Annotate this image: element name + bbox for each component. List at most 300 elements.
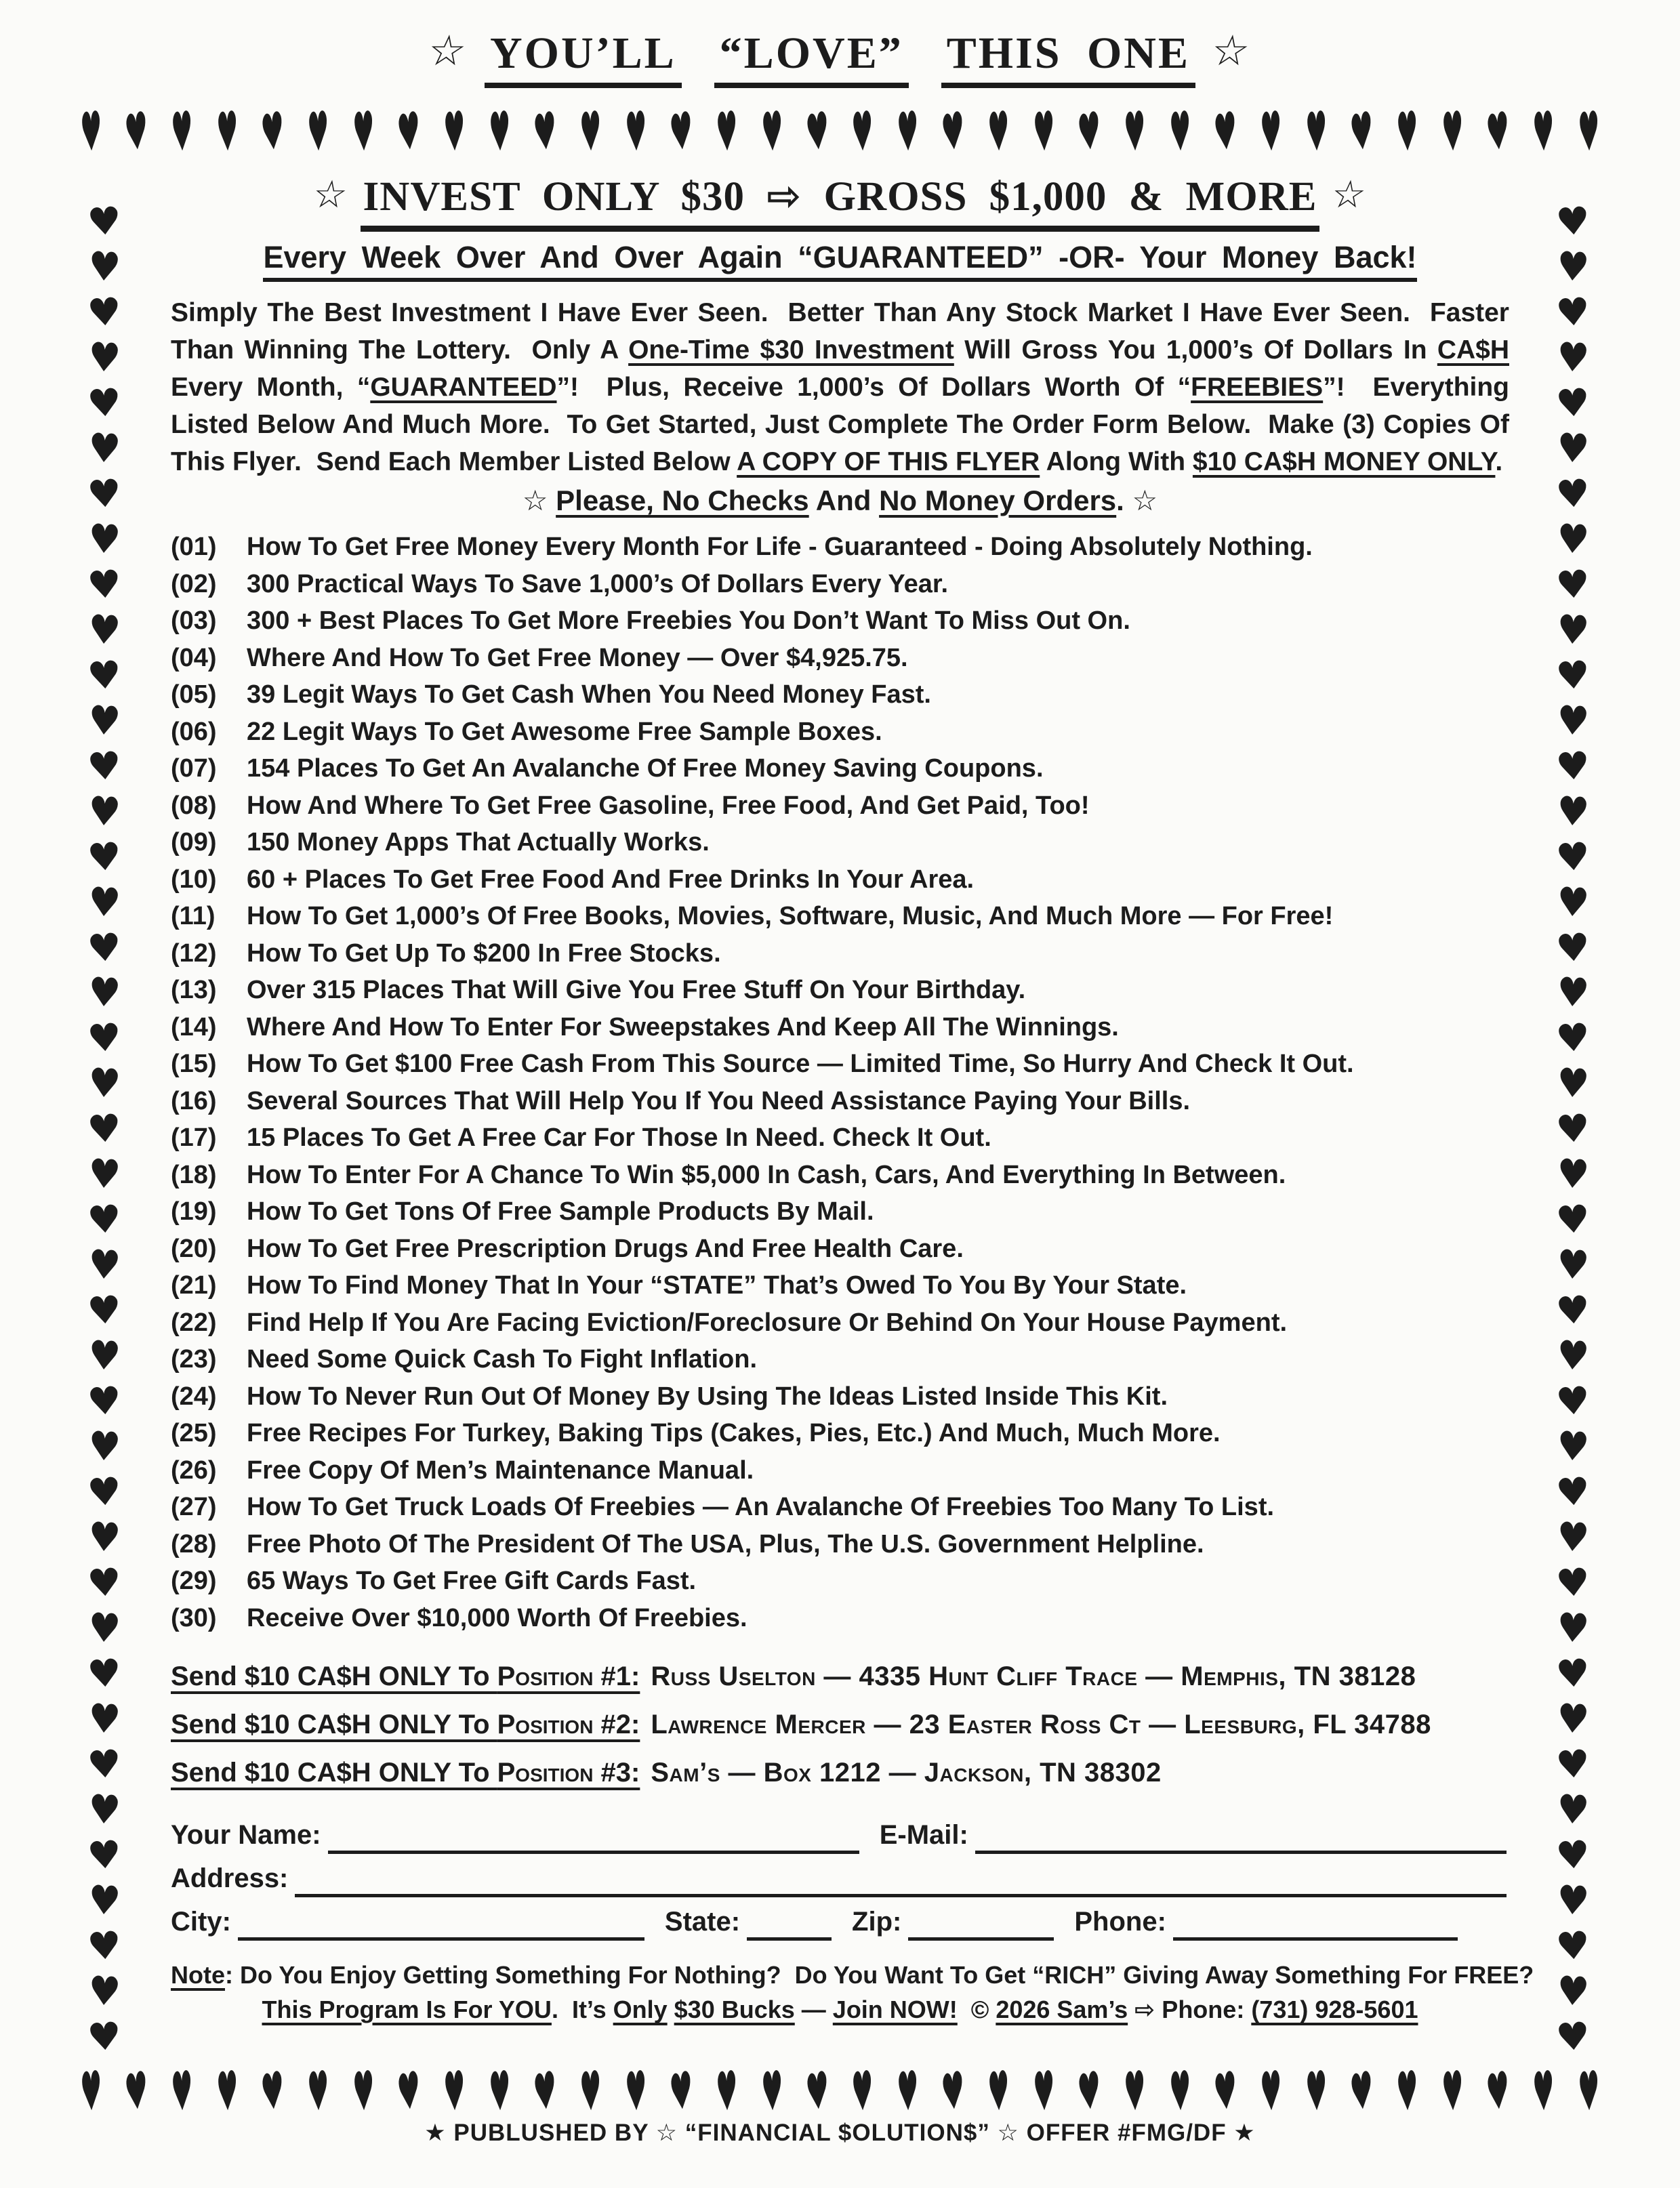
item-text: Where And How To Enter For Sweepstakes And Keep All The Winnings. xyxy=(247,1012,1119,1041)
heart-icon: ♥ xyxy=(87,1605,122,1653)
heart-icon: ♥ xyxy=(1554,653,1592,699)
item-number: (29) xyxy=(171,1567,217,1595)
text-run: . xyxy=(1495,447,1503,476)
item-text: Over 315 Places That Will Give You Free Stuff On Your Birthday. xyxy=(247,976,1026,1004)
item-number: (03) xyxy=(171,606,217,635)
heart-icon: ♥ xyxy=(1555,1332,1591,1381)
heart-icon: ♥ xyxy=(85,199,123,245)
heart-icon: ♥ xyxy=(851,99,875,165)
heart-icon: ♥ xyxy=(85,924,123,972)
heart-icon: ♥ xyxy=(1555,1876,1591,1925)
item-text: How To Get Up To $200 In Free Stocks. xyxy=(247,938,721,968)
heart-icon: ♥ xyxy=(939,2059,967,2124)
heart-icon: ♥ xyxy=(1348,100,1376,165)
heart-icon: ♥ xyxy=(1554,471,1592,518)
heart-icon: ♥ xyxy=(395,2059,423,2124)
list-item xyxy=(171,1046,1509,1083)
heart-icon: ♥ xyxy=(1212,2059,1239,2124)
heart-icon: ♥ xyxy=(85,1287,123,1334)
heart-icon: ♥ xyxy=(1075,2059,1103,2124)
list-item xyxy=(171,640,1509,677)
heart-icon: ♥ xyxy=(1554,1923,1592,1970)
heart-icon: ♥ xyxy=(87,1151,122,1199)
underlined-text: Note xyxy=(171,1961,225,1989)
list-item xyxy=(171,1415,1509,1452)
title-word: “LOVE” xyxy=(714,28,909,88)
position-label: Send $10 CA$H ONLY To Position #3: xyxy=(171,1758,640,1788)
star-icon: ☆ xyxy=(310,173,352,217)
title-word: THIS ONE xyxy=(941,28,1195,88)
heart-icon: ♥ xyxy=(714,99,739,165)
position-label: Send $10 CA$H ONLY To Position #2: xyxy=(171,1710,640,1739)
heart-icon: ♥ xyxy=(1555,1060,1591,1109)
item-text: Several Sources That Will Help You If You Need Assistance Paying Your Bills. xyxy=(247,1086,1191,1115)
heart-icon: ♥ xyxy=(79,99,103,165)
heart-icon: ♥ xyxy=(1577,2059,1601,2125)
heart-icon: ♥ xyxy=(85,1832,123,1879)
heart-icon: ♥ xyxy=(216,2059,239,2125)
heart-icon: ♥ xyxy=(1555,515,1591,564)
heart-icon: ♥ xyxy=(1554,833,1592,881)
heart-icon: ♥ xyxy=(578,99,602,165)
text-run: Simply The Best Investment I Have Ever Seen. Better Than Any Stock Market I Have Ever Seen. Faster Than Winning The Lottery. Only A xyxy=(171,298,1509,365)
heart-icon: ♥ xyxy=(1555,1786,1591,1834)
heart-icon: ♥ xyxy=(87,1423,122,1472)
item-number: (05) xyxy=(171,680,217,709)
list-item xyxy=(171,529,1509,566)
heart-icon: ♥ xyxy=(87,1876,122,1925)
underlined-text: $10 CA$H MONEY ONLY xyxy=(1192,447,1496,476)
heart-icon: ♥ xyxy=(306,99,330,165)
heart-icon: ♥ xyxy=(85,833,123,881)
heart-icon: ♥ xyxy=(85,2014,123,2061)
heart-icon: ♥ xyxy=(1554,1106,1592,1153)
star-icon: ☆ xyxy=(1208,26,1255,75)
heart-icon: ♥ xyxy=(1441,2059,1464,2125)
name-label: Your Name: xyxy=(171,1820,321,1850)
heart-icon: ♥ xyxy=(803,100,832,165)
phone-field-blank[interactable] xyxy=(1173,1906,1458,1941)
positions xyxy=(171,1653,1509,1797)
heart-icon: ♥ xyxy=(1555,424,1591,473)
hearts-top-border xyxy=(76,99,1604,165)
heart-icon: ♥ xyxy=(85,562,123,608)
text-run: . ☆ xyxy=(1116,484,1158,516)
heart-icon: ♥ xyxy=(1555,1605,1591,1653)
intro-paragraph xyxy=(171,294,1509,480)
item-number: (07) xyxy=(171,754,217,783)
heart-icon: ♥ xyxy=(987,2059,1010,2125)
position-address: Lawrence Mercer — 23 Easter Ross Ct — Leesburg, FL 34788 xyxy=(651,1710,1431,1739)
heart-icon: ♥ xyxy=(442,2059,466,2125)
heart-icon: ♥ xyxy=(939,100,967,165)
heart-icon: ♥ xyxy=(123,2059,150,2124)
text-run: ⇨ Phone: xyxy=(1128,1996,1252,2023)
heart-icon: ♥ xyxy=(1395,99,1419,165)
underlined-text: Only xyxy=(613,1996,668,2023)
zip-label: Zip: xyxy=(852,1907,902,1937)
heart-icon: ♥ xyxy=(87,1786,122,1834)
heart-icon: ♥ xyxy=(87,243,122,291)
list-item xyxy=(171,714,1509,751)
position-label: Send $10 CA$H ONLY To Position #1: xyxy=(171,1661,640,1691)
page-title xyxy=(0,0,1680,88)
item-number: (19) xyxy=(171,1197,217,1226)
heart-icon: ♥ xyxy=(85,1197,123,1243)
text-run: — xyxy=(794,1996,833,2023)
list-item xyxy=(171,1526,1509,1563)
heart-icon: ♥ xyxy=(1554,380,1592,427)
heart-icon: ♥ xyxy=(667,2059,695,2124)
item-number: (18) xyxy=(171,1160,217,1189)
list-item xyxy=(171,1009,1509,1046)
heart-icon: ♥ xyxy=(1554,743,1592,790)
phone-label: Phone: xyxy=(1074,1907,1166,1937)
heart-icon: ♥ xyxy=(1168,2059,1192,2125)
program-line xyxy=(171,1992,1509,2027)
item-number: (08) xyxy=(171,791,217,820)
heart-icon: ♥ xyxy=(1555,697,1591,745)
heart-icon: ♥ xyxy=(1168,99,1192,165)
heart-icon: ♥ xyxy=(1032,99,1056,165)
heart-icon: ♥ xyxy=(1554,289,1592,336)
heart-icon: ♥ xyxy=(1555,787,1591,836)
item-number: (13) xyxy=(171,976,217,1004)
heart-icon: ♥ xyxy=(1555,333,1591,382)
heart-icon: ♥ xyxy=(1577,99,1601,165)
item-number: (12) xyxy=(171,938,217,968)
heart-icon: ♥ xyxy=(623,2059,648,2125)
underlined-text: This Program Is For YOU xyxy=(262,1996,552,2023)
heart-icon: ♥ xyxy=(1555,969,1591,1018)
position-line xyxy=(171,1749,1509,1797)
heart-icon: ♥ xyxy=(1554,199,1592,245)
heart-icon: ♥ xyxy=(1532,2059,1555,2125)
heart-icon: ♥ xyxy=(87,1695,122,1743)
item-number: (01) xyxy=(171,533,217,561)
heart-icon: ♥ xyxy=(85,653,123,699)
list-item xyxy=(171,972,1509,1009)
heart-icon: ♥ xyxy=(1555,878,1591,927)
zip-field-blank[interactable] xyxy=(908,1906,1054,1941)
text-run: And xyxy=(808,484,880,516)
heart-icon: ♥ xyxy=(1555,1151,1591,1199)
order-form xyxy=(171,1811,1509,1941)
item-text: 22 Legit Ways To Get Awesome Free Sample Boxes. xyxy=(247,717,882,746)
item-text: Need Some Quick Cash To Fight Inflation. xyxy=(247,1345,758,1374)
text-run: : Do You Enjoy Getting Something For Nothing? Do You Want To Get “RICH” Giving Away Something For FREE? xyxy=(225,1961,1534,1989)
list-item xyxy=(171,1489,1509,1526)
hearts-left-border xyxy=(80,199,129,2061)
item-text: 15 Places To Get A Free Car For Those In Need. Check It Out. xyxy=(247,1123,991,1152)
heart-icon: ♥ xyxy=(1212,100,1239,165)
item-text: Free Recipes For Turkey, Baking Tips (Cakes, Pies, Etc.) And Much, Much More. xyxy=(247,1419,1221,1447)
item-text: Where And How To Get Free Money — Over $4,925.75. xyxy=(247,643,908,672)
underlined-text: FREEBIES xyxy=(1191,373,1324,402)
heart-icon: ♥ xyxy=(85,1378,123,1425)
email-label: E-Mail: xyxy=(879,1820,968,1850)
item-number: (09) xyxy=(171,828,217,856)
item-text: How To Get $100 Free Cash From This Source — Limited Time, So Hurry And Check It Out. xyxy=(247,1050,1354,1078)
text-run: Along With xyxy=(1040,447,1193,476)
heart-icon: ♥ xyxy=(87,697,122,745)
item-text: 65 Ways To Get Free Gift Cards Fast. xyxy=(247,1567,697,1595)
heart-icon: ♥ xyxy=(1554,1651,1592,1697)
heart-icon: ♥ xyxy=(851,2059,875,2125)
list-item xyxy=(171,676,1509,714)
underlined-text: GUARANTEED xyxy=(370,373,557,402)
item-number: (30) xyxy=(171,1603,217,1632)
order-form-row-city xyxy=(171,1897,1509,1941)
item-text: How To Get Truck Loads Of Freebies — An Avalanche Of Freebies Too Many To List. xyxy=(247,1493,1275,1521)
item-number: (04) xyxy=(171,643,217,672)
list-item xyxy=(171,1563,1509,1600)
item-number: (24) xyxy=(171,1382,217,1411)
list-item xyxy=(171,1341,1509,1378)
invest-heading xyxy=(171,172,1509,232)
publisher-footer: ★ PUBLUSHED BY ☆ “FINANCIAL $OLUTION$” ☆ OFFER #FMG/DF ★ xyxy=(424,2120,1256,2146)
heart-icon: ♥ xyxy=(531,2059,559,2124)
text-run: ☆ xyxy=(522,484,556,516)
item-number: (27) xyxy=(171,1493,217,1521)
item-number: (06) xyxy=(171,717,217,746)
title-word: YOU’LL xyxy=(485,28,682,88)
heart-icon: ♥ xyxy=(1554,1378,1592,1425)
list-item xyxy=(171,898,1509,935)
item-text: Receive Over $10,000 Worth Of Freebies. xyxy=(247,1603,747,1632)
list-item xyxy=(171,1304,1509,1342)
heart-icon: ♥ xyxy=(487,99,512,165)
heart-icon: ♥ xyxy=(1305,99,1328,165)
heart-icon: ♥ xyxy=(85,1560,123,1607)
text-run: . It’s xyxy=(551,1996,613,2023)
heart-icon: ♥ xyxy=(87,1332,122,1381)
heart-icon: ♥ xyxy=(87,424,122,473)
heart-icon: ♥ xyxy=(87,1241,122,1290)
address-field-blank[interactable] xyxy=(295,1863,1507,1897)
item-number: (14) xyxy=(171,1012,217,1041)
heart-icon: ♥ xyxy=(79,2059,103,2125)
heart-icon: ♥ xyxy=(1441,99,1464,165)
heart-icon: ♥ xyxy=(87,333,122,382)
heart-icon: ♥ xyxy=(442,99,466,165)
item-number: (20) xyxy=(171,1234,217,1263)
heart-icon: ♥ xyxy=(1123,99,1147,165)
item-text: Free Photo Of The President Of The USA, Plus, The U.S. Government Helpline. xyxy=(247,1529,1204,1559)
heart-icon: ♥ xyxy=(1259,2059,1283,2125)
heart-icon: ♥ xyxy=(896,99,920,165)
list-item xyxy=(171,1119,1509,1157)
order-form-row-address xyxy=(171,1854,1509,1897)
invest-heading-text: INVEST ONLY $30 ⇨ GROSS $1,000 & MORE xyxy=(361,172,1320,232)
item-text: 150 Money Apps That Actually Works. xyxy=(247,828,710,856)
heart-icon: ♥ xyxy=(123,100,150,165)
list-item xyxy=(171,1452,1509,1489)
heart-icon: ♥ xyxy=(85,380,123,427)
heart-icon: ♥ xyxy=(170,2059,194,2125)
item-text: How To Get Free Money Every Month For Life - Guaranteed - Doing Absolutely Nothing. xyxy=(247,533,1313,561)
email-field-blank[interactable] xyxy=(975,1819,1507,1854)
heart-icon: ♥ xyxy=(1532,99,1555,165)
position-line xyxy=(171,1701,1509,1749)
list-item xyxy=(171,750,1509,787)
flyer-content xyxy=(171,172,1534,2027)
heart-icon: ♥ xyxy=(1348,2059,1376,2124)
item-text: 60 + Places To Get Free Food And Free Drinks In Your Area. xyxy=(247,865,975,894)
underlined-text: A COPY OF THIS FLYER xyxy=(737,447,1040,476)
heart-icon: ♥ xyxy=(1554,1560,1592,1607)
text-run: Will Gross You 1,000’s Of Dollars In xyxy=(954,335,1437,365)
item-number: (28) xyxy=(171,1529,217,1559)
heart-icon: ♥ xyxy=(1555,243,1591,291)
underlined-text: Please, No Checks xyxy=(556,484,809,516)
heart-icon: ♥ xyxy=(1555,1695,1591,1743)
name-field-blank[interactable] xyxy=(328,1819,859,1854)
item-text: 300 + Best Places To Get More Freebies You Don’t Want To Miss Out On. xyxy=(247,606,1130,635)
heart-icon: ♥ xyxy=(1554,1015,1592,1062)
heart-icon: ♥ xyxy=(1555,1514,1591,1563)
underlined-text: (731) 928-5601 xyxy=(1251,1996,1418,2023)
hearts-right-border xyxy=(1549,199,1597,2061)
heart-icon: ♥ xyxy=(87,515,122,564)
state-field-blank[interactable] xyxy=(747,1906,832,1941)
city-label: City: xyxy=(171,1907,231,1937)
item-number: (16) xyxy=(171,1086,217,1115)
heart-icon: ♥ xyxy=(1554,1741,1592,1788)
heart-icon: ♥ xyxy=(714,2059,739,2125)
heart-icon: ♥ xyxy=(1484,2059,1512,2124)
item-text: 300 Practical Ways To Save 1,000’s Of Dollars Every Year. xyxy=(247,569,949,598)
item-number: (10) xyxy=(171,865,217,894)
no-checks-line xyxy=(171,482,1509,519)
heart-icon: ♥ xyxy=(487,2059,512,2125)
heart-icon: ♥ xyxy=(1554,1832,1592,1879)
heart-icon: ♥ xyxy=(578,2059,602,2125)
heart-icon: ♥ xyxy=(87,969,122,1018)
heart-icon: ♥ xyxy=(1123,2059,1147,2125)
heart-icon: ♥ xyxy=(85,1651,123,1697)
underlined-text: No Money Orders xyxy=(879,484,1117,516)
item-text: How And Where To Get Free Gasoline, Free Food, And Get Paid, Too! xyxy=(247,791,1090,820)
item-number: (15) xyxy=(171,1050,217,1078)
heart-icon: ♥ xyxy=(1075,100,1103,165)
list-item xyxy=(171,935,1509,972)
list-item xyxy=(171,1157,1509,1194)
list-item xyxy=(171,566,1509,603)
heart-icon: ♥ xyxy=(896,2059,920,2125)
heart-icon: ♥ xyxy=(395,100,423,165)
heart-icon: ♥ xyxy=(987,99,1010,165)
heart-icon: ♥ xyxy=(1554,1287,1592,1334)
underlined-text: One-Time $30 Investment xyxy=(628,335,954,365)
item-text: Find Help If You Are Facing Eviction/Foreclosure Or Behind On Your House Payment. xyxy=(247,1308,1288,1337)
item-number: (22) xyxy=(171,1308,217,1337)
heart-icon: ♥ xyxy=(352,99,375,165)
heart-icon: ♥ xyxy=(1259,99,1283,165)
heart-icon: ♥ xyxy=(85,1741,123,1788)
heart-icon: ♥ xyxy=(760,2059,784,2125)
item-text: 39 Legit Ways To Get Cash When You Need Money Fast. xyxy=(247,680,931,709)
heart-icon: ♥ xyxy=(85,743,123,790)
underlined-text: Join NOW! xyxy=(832,1996,958,2023)
heart-icon: ♥ xyxy=(87,878,122,927)
position-line xyxy=(171,1653,1509,1701)
position-address: Russ Uselton — 4335 Hunt Cliff Trace — Memphis, TN 38128 xyxy=(651,1661,1416,1691)
text-run: © xyxy=(957,1996,996,2023)
heart-icon: ♥ xyxy=(87,606,122,655)
list-item xyxy=(171,787,1509,825)
heart-icon: ♥ xyxy=(85,1469,123,1516)
list-item xyxy=(171,1267,1509,1304)
underlined-text: CA$H xyxy=(1437,335,1509,365)
guarantee-subheading xyxy=(171,240,1509,282)
heart-icon: ♥ xyxy=(1554,1469,1592,1516)
heart-icon: ♥ xyxy=(170,99,194,165)
heart-icon: ♥ xyxy=(1555,1967,1591,2016)
list-item xyxy=(171,1231,1509,1268)
heart-icon: ♥ xyxy=(1395,2059,1419,2125)
heart-icon: ♥ xyxy=(306,2059,330,2125)
item-text: Free Copy Of Men’s Maintenance Manual. xyxy=(247,1456,754,1485)
heart-icon: ♥ xyxy=(87,787,122,836)
heart-icon: ♥ xyxy=(259,100,287,165)
item-text: How To Get Free Prescription Drugs And Free Health Care. xyxy=(247,1234,964,1263)
star-icon: ☆ xyxy=(1328,173,1370,217)
item-text: How To Get Tons Of Free Sample Products By Mail. xyxy=(247,1197,874,1226)
heart-icon: ♥ xyxy=(803,2059,832,2124)
star-icon: ☆ xyxy=(425,26,472,75)
heart-icon: ♥ xyxy=(1484,100,1512,165)
heart-icon: ♥ xyxy=(1555,1423,1591,1472)
heart-icon: ♥ xyxy=(1554,924,1592,972)
item-number: (23) xyxy=(171,1345,217,1374)
list-item xyxy=(171,1378,1509,1416)
item-number: (21) xyxy=(171,1271,217,1300)
text-run: ”! Everything Listed Below And Much More. To Get Started, Just Complete The Order Form Below. Make (3) Copies Of This Flyer. Send Each Member Listed Below xyxy=(171,373,1509,476)
heart-icon: ♥ xyxy=(667,100,695,165)
item-text: How To Never Run Out Of Money By Using The Ideas Listed Inside This Kit. xyxy=(247,1382,1168,1411)
heart-icon: ♥ xyxy=(531,100,559,165)
item-number: (25) xyxy=(171,1419,217,1447)
freebies-list xyxy=(171,529,1509,1636)
state-label: State: xyxy=(664,1907,741,1937)
list-item xyxy=(171,824,1509,861)
item-text: How To Find Money That In Your “STATE” That’s Owed To You By Your State. xyxy=(247,1271,1187,1300)
note-line xyxy=(171,1958,1534,1992)
heart-icon: ♥ xyxy=(1305,2059,1328,2125)
text-run: ”! Plus, Receive 1,000’s Of Dollars Worth Of “ xyxy=(556,373,1191,402)
heart-icon: ♥ xyxy=(1555,606,1591,655)
heart-icon: ♥ xyxy=(216,99,239,165)
heart-icon: ♥ xyxy=(352,2059,375,2125)
heart-icon: ♥ xyxy=(1032,2059,1056,2125)
list-item xyxy=(171,861,1509,899)
heart-icon: ♥ xyxy=(760,99,784,165)
heart-icon: ♥ xyxy=(87,1967,122,2016)
item-text: 154 Places To Get An Avalanche Of Free Money Saving Coupons. xyxy=(247,754,1044,783)
heart-icon: ♥ xyxy=(85,471,123,518)
hearts-bottom-border xyxy=(76,2059,1604,2125)
heart-icon: ♥ xyxy=(85,1923,123,1970)
underlined-text: $30 Bucks xyxy=(674,1996,795,2023)
heart-icon: ♥ xyxy=(1554,2014,1592,2061)
item-text: How To Get 1,000’s Of Free Books, Movies, Software, Music, And Much More — For Free! xyxy=(247,902,1334,930)
guarantee-subheading-text: Every Week Over And Over Again “GUARANTEED” -OR- Your Money Back! xyxy=(263,240,1416,282)
list-item xyxy=(171,602,1509,640)
city-field-blank[interactable] xyxy=(238,1906,644,1941)
list-item xyxy=(171,1600,1509,1637)
heart-icon: ♥ xyxy=(87,1060,122,1109)
